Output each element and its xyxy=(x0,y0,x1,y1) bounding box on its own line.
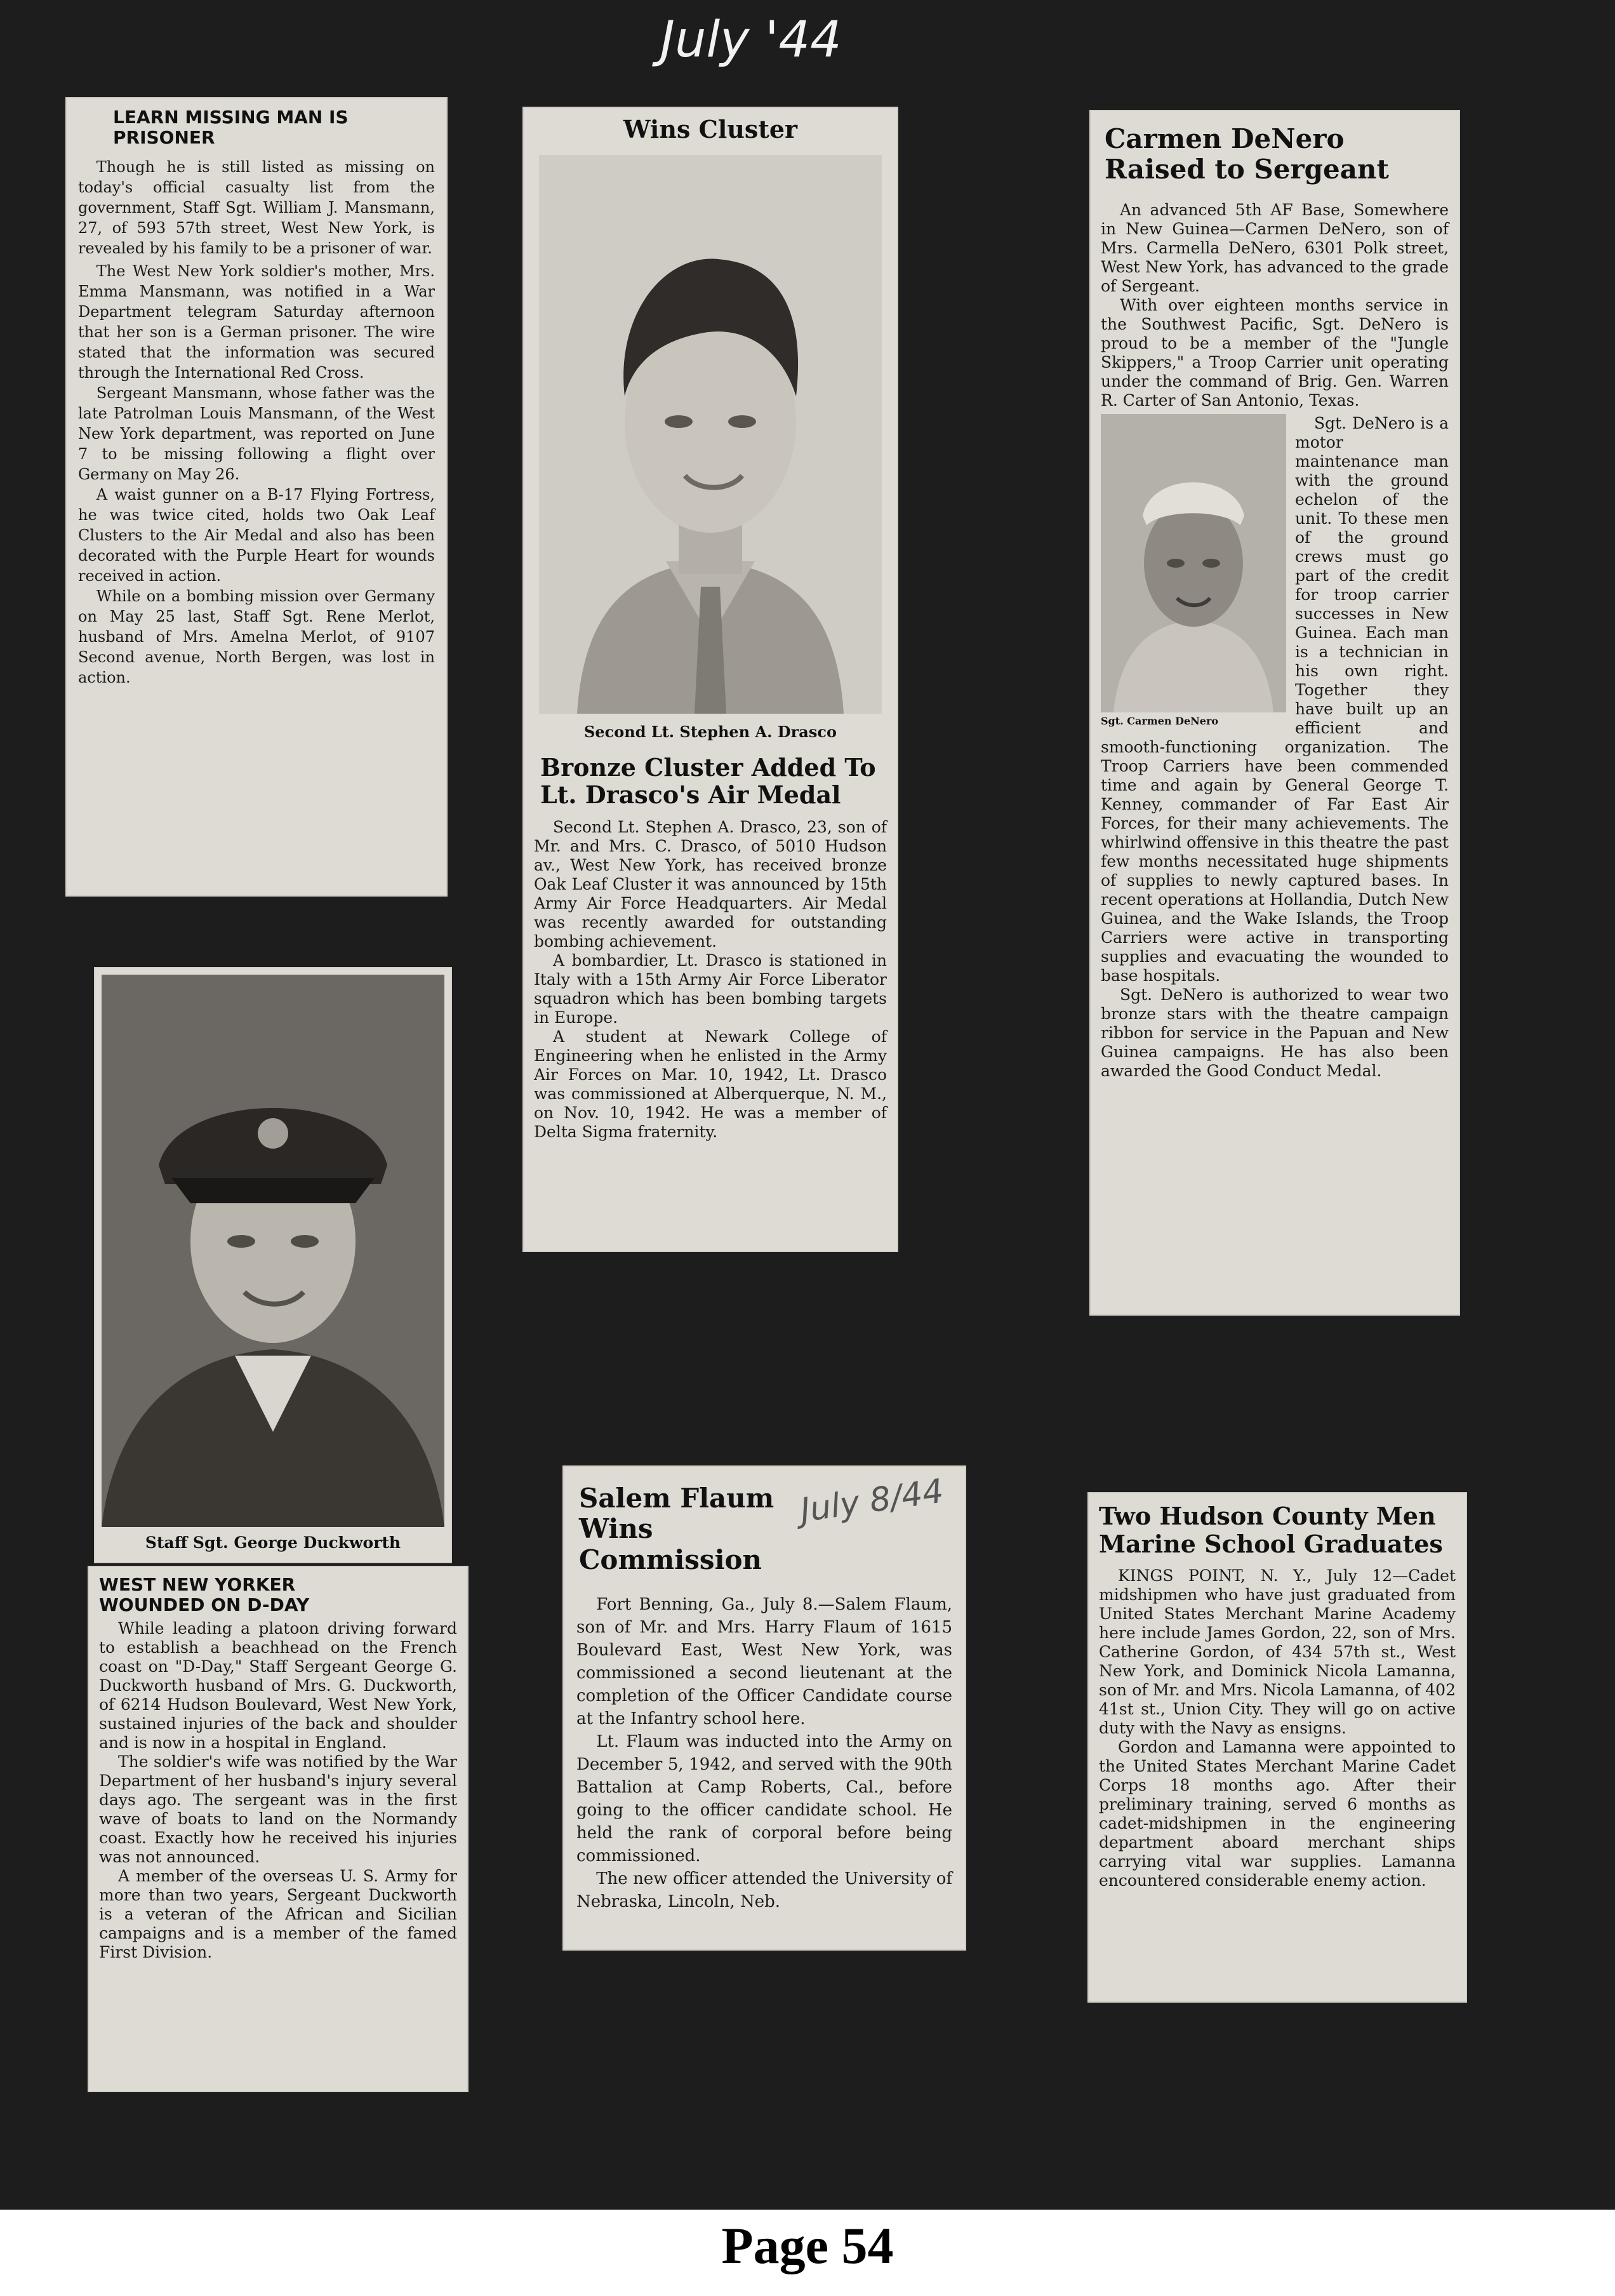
paragraph: Sergeant Mansmann, whose father was the late Patrolman Louis Mansmann, of the West New York department, was reported on June 7 to be missing following a flight over Germany on May 26. xyxy=(78,384,435,484)
portrait-image xyxy=(539,155,882,714)
headline: Salem Flaum Wins Commission xyxy=(579,1483,774,1575)
paragraph: While leading a platoon driving forward to establish a beachhead on the French coast on "D-Day," Staff Sergeant George G. Duckworth husband of Mrs. G. Duckworth, of 6214 Hudson Boulevard, West New York, sustained injuries of the back and shoulder and is now in a hospital in England. xyxy=(99,1619,457,1752)
headline: Carmen DeNero Raised to Sergeant xyxy=(1105,123,1389,185)
paragraph: Though he is still listed as missing on today's official casualty list from the government, Staff Sgt. William J. Mansmann, 27, of 593 57th street, West New York, is revealed by his family to be a prisoner of war. xyxy=(78,158,435,258)
paragraph: The West New York soldier's mother, Mrs. Emma Mansmann, was notified in a War Department telegram Saturday afternoon that her son is a German prisoner. The wire stated that the information was secured through the International Red Cross. xyxy=(78,262,435,382)
paragraph: Gordon and Lamanna were appointed to the United States Merchant Marine Cadet Corps 18 months ago. After their preliminary training, served 6 months as cadet-midshipmen in the engineering department aboard merchant ships carrying vital war supplies. Lamanna encountered considerable enemy action. xyxy=(1099,1738,1456,1890)
clipping-flaum xyxy=(564,1467,965,1949)
clipping-denero xyxy=(1091,111,1459,1314)
paragraph: Second Lt. Stephen A. Drasco, 23, son of Mr. and Mrs. C. Drasco, of 5010 Hudson av., West New York, has received bronze Oak Leaf Cluster it was announced by 15th Army Air Force Headquarters. Air Medal was recently awarded for outstanding bombing achievement. xyxy=(534,818,887,951)
page-number: Page 54 xyxy=(721,2217,894,2274)
headline: LEARN MISSING MAN IS PRISONER xyxy=(113,107,349,149)
portrait-image xyxy=(102,975,444,1527)
portrait-photo xyxy=(539,155,882,714)
paragraph: A member of the overseas U. S. Army for more than two years, Sergeant Duckworth is a veteran of the African and Sicilian campaigns and is a member of the famed First Division. xyxy=(99,1867,457,1962)
paragraph: A student at Newark College of Engineering when he enlisted in the Army Air Forces on Mar. 10, 1942, Lt. Drasco was commissioned at Alberquerque, N. M., on Nov. 10, 1942. He was a member of Delta Sigma fraternity. xyxy=(534,1027,887,1142)
paragraph: Lt. Flaum was inducted into the Army on December 5, 1942, and served with the 90th Battalion at Camp Roberts, Cal., before going to the officer candidate school. He held the rank of corporal before being commissioned. xyxy=(576,1732,952,1866)
paragraph: Sgt. DeNero is a motor maintenance man with the ground echelon of the unit. To these men of the ground crews must go part of the credit for troop carrier successes in New Guinea. Each man is a technician in his own right. Together they have built up an efficient and smooth-functioning organization. The Troop Carriers have been commended time and again by General George T. Kenney, commander of Far East Air Forces, for their many achievements. The whirlwind offensive in this theatre the past few months necessitated huge shipments of supplies to newly captured bases. In recent operations at Hollandia, Dutch New Guinea, and the Wake Islands, the Troop Carriers were active in transporting supplies and evacuating the wounded to base hospitals. xyxy=(1101,413,1449,985)
portrait-photo xyxy=(1101,414,1286,727)
paragraph: An advanced 5th AF Base, Somewhere in New Guinea—Carmen DeNero, son of Mrs. Carmella DeNero, 6301 Polk street, West New York, has advanced to the grade of Sergeant. xyxy=(1101,200,1449,295)
handwritten-date: July 8/44 xyxy=(797,1472,946,1530)
photo-caption: Sgt. Carmen DeNero xyxy=(1101,714,1219,727)
paragraph: A bombardier, Lt. Drasco is stationed in Italy with a 15th Army Air Force Liberator squadron which has been bombing targets in Europe. xyxy=(534,951,887,1027)
paragraph: With over eighteen months service in the Southwest Pacific, Sgt. DeNero is proud to be a member of the "Jungle Skippers," a Troop Carrier unit operating under the command of Brig. Gen. Warren R. Carter of San Antonio, Texas. xyxy=(1101,295,1449,410)
photo-caption: Staff Sgt. George Duckworth xyxy=(145,1533,401,1552)
portrait-image xyxy=(1101,414,1286,712)
headline: Wins Cluster xyxy=(623,115,798,144)
headline: WEST NEW YORKER WOUNDED ON D-DAY xyxy=(99,1574,310,1616)
paragraph: Fort Benning, Ga., July 8.—Salem Flaum, son of Mr. and Mrs. Harry Flaum of 1615 Boulevard East, West New York, was commissioned a second lieutenant at the completion of the Officer Candidate course at the Infantry school here. xyxy=(576,1594,952,1728)
headline: Two Hudson County Men Marine School Graduates xyxy=(1099,1502,1443,1558)
paragraph: While on a bombing mission over Germany on May 25 last, Staff Sgt. Rene Merlot, husband of Mrs. Amelna Merlot, of 9107 Second avenue, North Bergen, was lost in action. xyxy=(78,587,435,687)
paragraph: A waist gunner on a B-17 Flying Fortress, he was twice cited, holds two Oak Leaf Clusters to the Air Medal and also has been decorated with the Purple Heart for wounds received in action. xyxy=(78,486,435,585)
clipping-drasco xyxy=(524,108,897,1251)
clipping-duckworth-story xyxy=(89,1567,467,2091)
clipping-duckworth-photo xyxy=(95,968,451,1562)
paragraph: The soldier's wife was notified by the War Department of her husband's injury several days ago. The sergeant was in the first wave of boats to land on the Normandy coast. Exactly how he received his injuries was not announced. xyxy=(99,1752,457,1867)
paragraph: Sgt. DeNero is authorized to wear two bronze stars with the theatre campaign ribbon for service in the Papuan and New Guinea campaigns. He has also been awarded the Good Conduct Medal. xyxy=(1101,985,1449,1080)
clipping-hudson-county xyxy=(1089,1493,1466,2001)
photo-caption: Second Lt. Stephen A. Drasco xyxy=(584,722,837,741)
handwritten-date: July '44 xyxy=(660,11,842,69)
paragraph: KINGS POINT, N. Y., July 12—Cadet midshipmen who have just graduated from United States Merchant Marine Academy here include James Gordon, 22, son of Mrs. Catherine Gordon, of 434 57th st., West New York, and Dominick Nicola Lamanna, son of Mr. and Mrs. Nicola Lamanna, of 402 41st st., Union City. They will go on active duty with the Navy as ensigns. xyxy=(1099,1566,1456,1738)
paragraph: The new officer attended the University of Nebraska, Lincoln, Neb. xyxy=(576,1869,952,1911)
subheadline: Bronze Cluster Added To Lt. Drasco's Air Medal xyxy=(540,752,876,810)
clipping-missing-man-prisoner xyxy=(67,98,446,895)
